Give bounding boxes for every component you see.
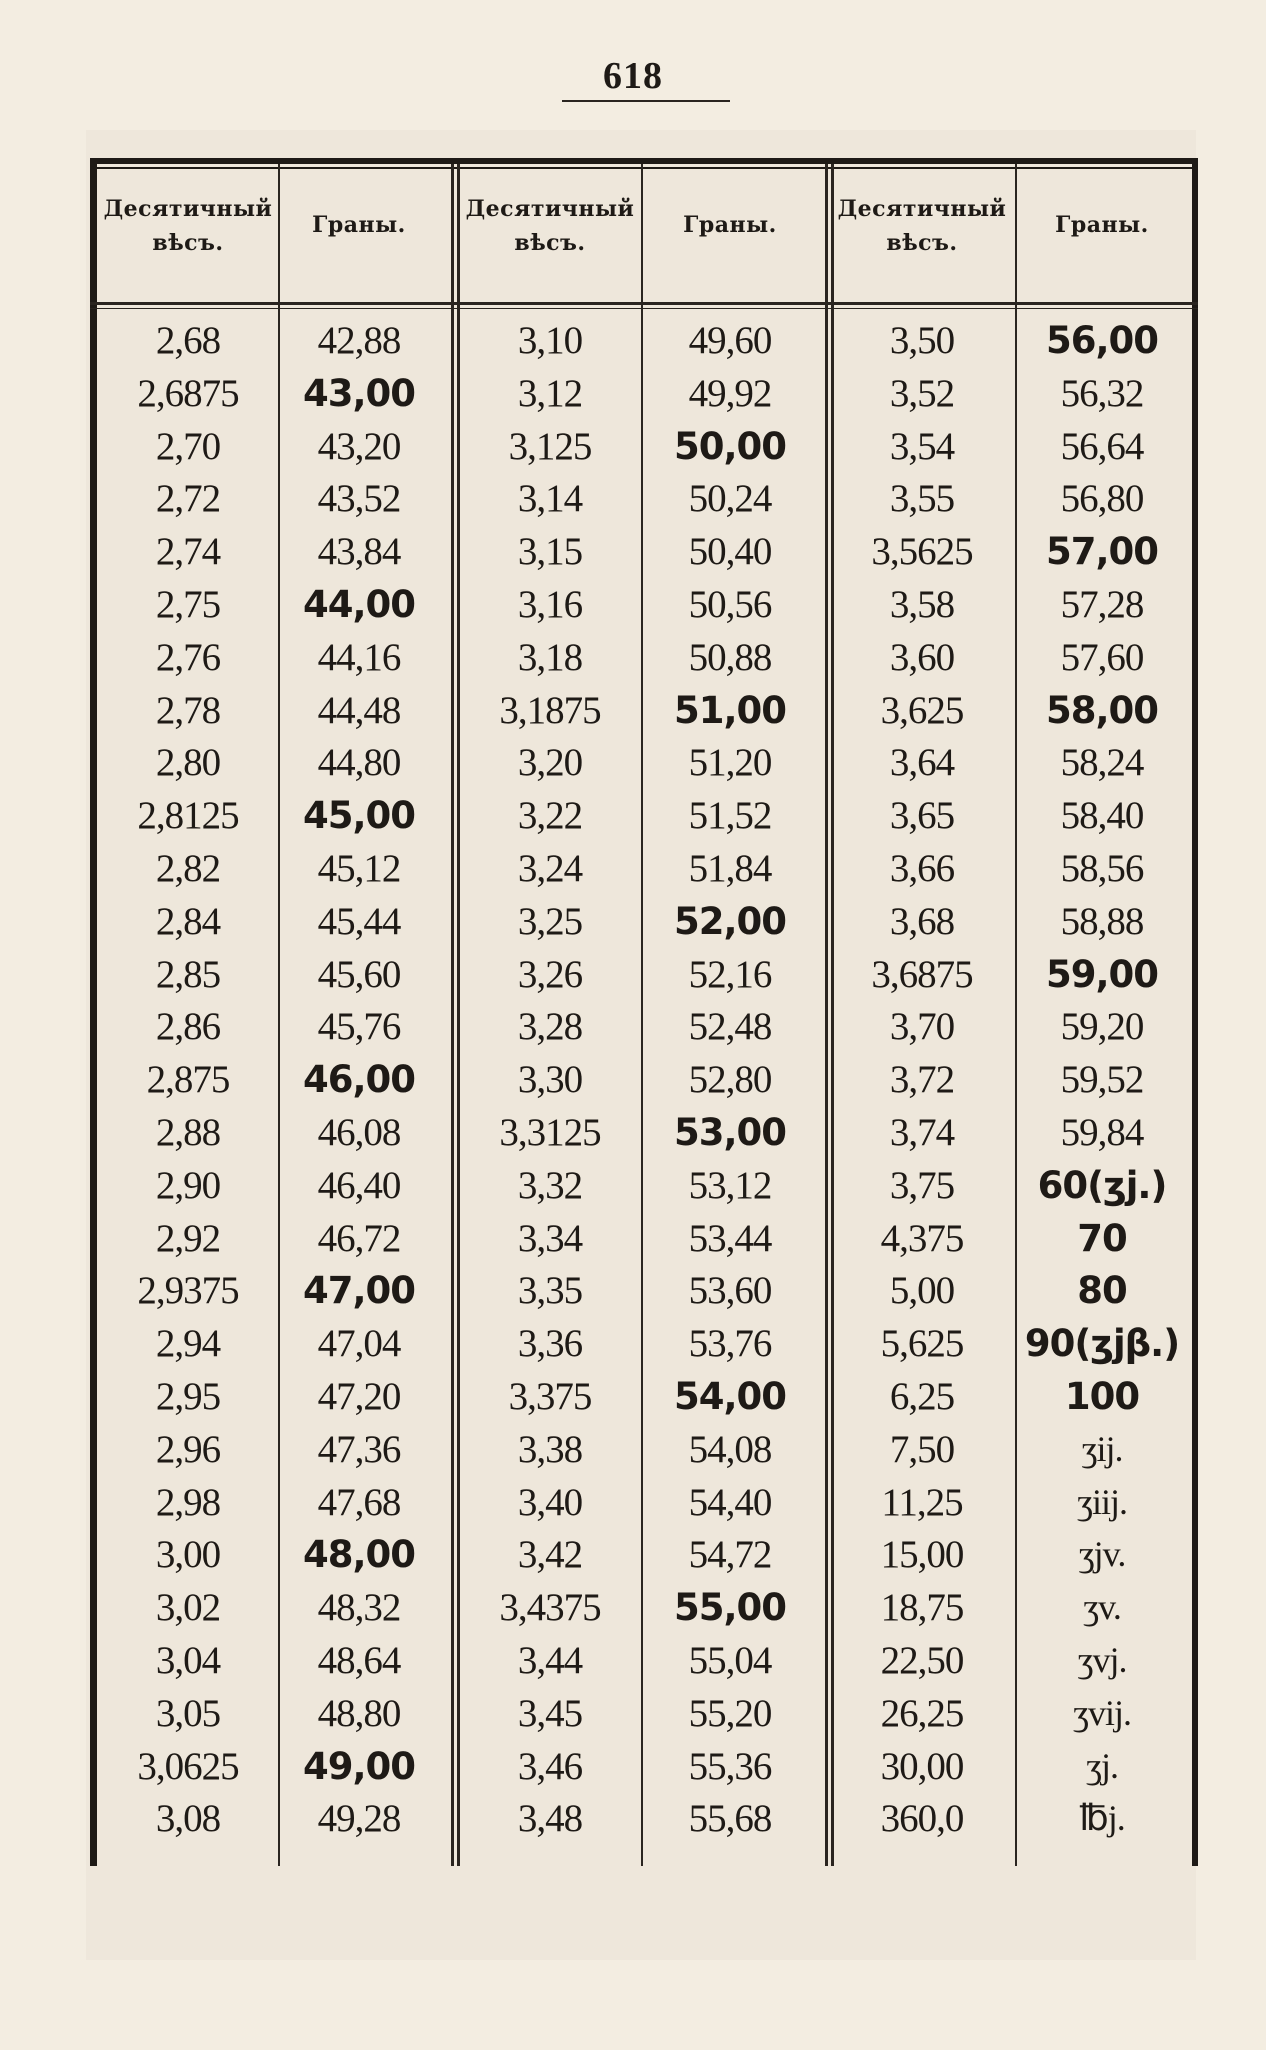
grains-header: Граны. [1055,212,1149,238]
weight-header [460,192,640,260]
grains-cell: 50,56 [688,583,772,626]
weight-cell: 3,35 [517,1269,583,1313]
weight-cell: 3,58 [889,583,955,626]
weight-cell: 26,25 [880,1691,964,1735]
grains-cell: 45,12 [317,847,401,890]
weight-cell: 3,05 [155,1691,221,1735]
weight-cell: 3,14 [517,477,583,521]
weight-cell: 3,66 [889,847,955,890]
grains-cell: 44,00 [302,583,416,626]
grains-cell: 57,60 [1060,635,1144,679]
weight-cell: 2,82 [155,847,221,890]
grains-cell: 55,20 [688,1691,772,1735]
grains-cell: 58,40 [1060,794,1144,838]
weight-cell: 3,34 [517,1216,583,1260]
grains-cell: 57,28 [1060,583,1144,626]
weight-cell: 3,18 [517,635,583,679]
weight-cell: 11,25 [881,1480,963,1524]
weight-cell: 3,52 [889,371,955,415]
weight-cell: 2,74 [155,530,221,574]
grains-cell: 56,80 [1060,477,1144,521]
weight-cell: 3,60 [889,635,955,679]
weight-cell: 3,04 [155,1639,221,1682]
grains-cell: 55,36 [688,1744,772,1788]
grains-cell: 55,04 [688,1639,772,1682]
grains-cell: 43,52 [317,477,401,521]
weight-cell: 3,36 [517,1322,583,1366]
weight-cell: 2,84 [155,899,221,943]
weight-cell: 2,88 [155,1111,221,1154]
weight-cell: 3,30 [517,1058,583,1102]
grains-cell: 90(ʒjβ.) [1024,1322,1180,1366]
grains-cell: 43,00 [302,371,416,415]
grains-cell: 49,28 [317,1797,401,1841]
grains-cell: 45,00 [302,794,416,838]
weight-cell: 3,32 [517,1163,583,1207]
weight-header-line: вѣсъ. [152,230,224,256]
weight-cell: 2,9375 [137,1269,239,1313]
weight-cell: 3,54 [889,424,955,468]
weight-cell: 3,125 [508,424,592,468]
grains-cell: 47,00 [302,1269,416,1313]
grains-cell: 58,00 [1045,688,1159,732]
weight-cell: 3,48 [517,1797,583,1841]
grains-cell: 59,00 [1045,952,1159,996]
page-number-rule [562,100,730,102]
grains-cell: 47,68 [317,1480,401,1524]
grains-cell: 54,00 [673,1375,787,1418]
weight-cell: 3,25 [517,899,583,943]
weight-cell: 2,8125 [137,794,239,838]
weight-cell: 18,75 [880,1586,964,1630]
page-number: 618 [603,55,663,97]
weight-cell: 3,64 [889,741,955,785]
weight-cell: 3,10 [517,319,583,362]
grains-cell: 50,24 [688,477,772,521]
grains-cell: 56,32 [1060,371,1144,415]
weight-cell: 2,70 [155,424,221,468]
weight-cell: 3,625 [880,688,964,732]
grains-cell: ℔j. [1079,1798,1125,1839]
weight-cell: 3,12 [517,371,583,415]
grains-cell: ʒvij. [1073,1692,1131,1733]
grains-cell: 59,84 [1060,1111,1144,1154]
grains-cell: 47,04 [317,1322,401,1366]
grains-cell: 52,16 [688,952,772,996]
grains-cell: 80 [1077,1269,1127,1313]
grains-cell: 53,00 [673,1111,787,1154]
weight-cell: 5,00 [889,1269,955,1313]
weight-cell: 3,3125 [499,1111,601,1154]
weight-cell: 2,92 [155,1216,221,1260]
weight-cell: 3,65 [889,794,955,838]
weight-cell: 3,44 [517,1639,583,1682]
weight-header [98,192,278,260]
grains-cell: 55,00 [673,1586,787,1630]
weight-cell: 3,08 [155,1797,221,1841]
weight-cell: 3,15 [517,530,583,574]
header-divider [90,302,1198,305]
grains-cell: 45,76 [317,1005,401,1049]
weight-cell: 6,25 [889,1375,955,1418]
grains-cell: 47,36 [317,1427,401,1471]
grains-cell: 58,88 [1060,899,1144,943]
grains-cell: 47,20 [317,1375,401,1418]
weight-cell: 3,75 [889,1163,955,1207]
weight-cell: 3,20 [517,741,583,785]
grains-cell: 52,80 [688,1058,772,1102]
weight-header-line: вѣсъ. [514,230,586,256]
grains-cell: 43,20 [317,424,401,468]
weight-header-line: вѣсъ. [886,230,958,256]
weight-cell: 3,0625 [137,1744,239,1788]
weight-cell: 3,28 [517,1005,583,1049]
weight-cell: 3,38 [517,1427,583,1471]
group-divider [451,164,454,1866]
grains-cell: ʒvj. [1077,1640,1127,1680]
weight-cell: 3,375 [508,1375,592,1418]
weight-cell: 3,72 [889,1058,955,1102]
table-left-border [90,164,97,1866]
weight-cell: 360,0 [880,1797,964,1841]
grains-cell: 44,48 [317,688,401,732]
grains-cell: 45,60 [317,952,401,996]
grains-cell: 49,60 [688,319,772,362]
grains-cell: 52,48 [688,1005,772,1049]
weight-cell: 2,78 [155,688,221,732]
grains-cell: 51,00 [673,688,787,732]
grains-cell: 56,00 [1045,319,1159,362]
weight-cell: 3,5625 [871,530,973,574]
weight-cell: 3,24 [517,847,583,890]
grains-cell: 50,88 [688,635,772,679]
grains-cell: 49,00 [302,1744,416,1788]
grains-cell: 54,40 [688,1480,772,1524]
grains-cell: 50,40 [688,530,772,574]
weight-cell: 5,625 [880,1322,964,1366]
weight-cell: 3,74 [889,1111,955,1154]
grains-cell: 100 [1064,1375,1140,1418]
weight-cell: 7,50 [889,1427,955,1471]
grains-cell: 44,80 [317,741,401,785]
grains-header: Граны. [683,212,777,238]
weight-cell: 3,50 [889,319,955,362]
weight-header-line: Десятичный [465,196,635,222]
grains-cell: ʒjv. [1078,1534,1126,1575]
grains-cell: 58,56 [1060,847,1144,890]
weight-cell: 2,6875 [137,371,239,415]
weight-cell: 3,22 [517,794,583,838]
grains-cell: 48,32 [317,1586,401,1630]
grains-cell: 53,76 [688,1322,772,1366]
weight-cell: 3,02 [155,1586,221,1630]
weight-cell: 3,1875 [499,688,601,732]
weight-cell: 3,55 [889,477,955,521]
grains-header: Граны. [312,212,406,238]
grains-cell: 51,20 [688,741,772,785]
weight-cell: 2,98 [155,1480,221,1524]
weight-cell: 2,86 [155,1005,221,1049]
weight-cell: 2,72 [155,477,221,521]
weight-cell: 3,40 [517,1480,583,1524]
grains-cell: 59,52 [1060,1058,1144,1102]
weight-cell: 2,85 [155,952,221,996]
weight-cell: 2,80 [155,741,221,785]
grains-cell: 54,72 [688,1533,772,1577]
grains-cell: 70 [1077,1216,1127,1260]
grains-cell: ʒij. [1081,1428,1123,1469]
weight-cell: 3,46 [517,1744,583,1788]
grains-cell: ʒiij. [1077,1481,1127,1522]
grains-cell: 46,72 [317,1216,401,1260]
weight-cell: 4,375 [880,1216,964,1260]
grains-cell: 60(ʒj.) [1037,1163,1167,1207]
weight-cell: 3,6875 [871,952,973,996]
weight-cell: 30,00 [880,1744,964,1788]
weight-cell: 3,42 [517,1533,583,1577]
table-right-border [1192,164,1198,1866]
grains-cell: 52,00 [673,899,787,943]
grains-cell: 50,00 [673,424,787,468]
weight-cell: 3,68 [889,899,955,943]
weight-cell: 3,70 [889,1005,955,1049]
grains-cell: 53,12 [688,1163,772,1207]
grains-cell: ʒv. [1083,1587,1121,1628]
grains-cell: 46,40 [317,1163,401,1207]
weight-cell: 2,95 [155,1375,221,1418]
grains-cell: 48,00 [302,1533,416,1577]
weight-cell: 2,75 [155,583,221,626]
grains-cell: 46,08 [317,1111,401,1154]
weight-cell: 22,50 [880,1639,964,1682]
grains-cell: 49,92 [688,371,772,415]
weight-cell: 3,26 [517,952,583,996]
grains-cell: 54,08 [688,1427,772,1471]
weight-header-line: Десятичный [837,196,1007,222]
grains-cell: 59,20 [1060,1005,1144,1049]
weight-cell: 3,16 [517,583,583,626]
weight-cell: 3,00 [155,1533,221,1577]
weight-cell: 2,68 [155,319,221,362]
grains-cell: 51,52 [688,794,772,838]
weight-cell: 2,76 [155,635,221,679]
group-divider [825,164,828,1866]
grains-cell: 55,68 [688,1797,772,1841]
grains-cell: 43,84 [317,530,401,574]
grains-cell: 46,00 [302,1058,416,1102]
weight-cell: 3,45 [517,1691,583,1735]
weight-cell: 2,96 [155,1427,221,1471]
grains-cell: 51,84 [688,847,772,890]
weight-cell: 15,00 [880,1533,964,1577]
conversion-table [90,158,1198,1866]
weight-cell: 3,4375 [499,1586,601,1630]
grains-cell: 56,64 [1060,424,1144,468]
grains-cell: 42,88 [317,319,401,362]
grains-cell: ʒj. [1086,1745,1118,1786]
grains-cell: 58,24 [1060,741,1144,785]
weight-cell: 2,875 [146,1058,230,1102]
grains-cell: 48,64 [317,1639,401,1682]
weight-header [832,192,1012,260]
grains-cell: 44,16 [317,635,401,679]
grains-cell: 45,44 [317,899,401,943]
grains-cell: 57,00 [1045,530,1159,574]
weight-cell: 2,94 [155,1322,221,1366]
grains-cell: 53,60 [688,1269,772,1313]
weight-cell: 2,90 [155,1163,221,1207]
weight-header-line: Десятичный [103,196,273,222]
grains-cell: 53,44 [688,1216,772,1260]
grains-cell: 48,80 [317,1691,401,1735]
